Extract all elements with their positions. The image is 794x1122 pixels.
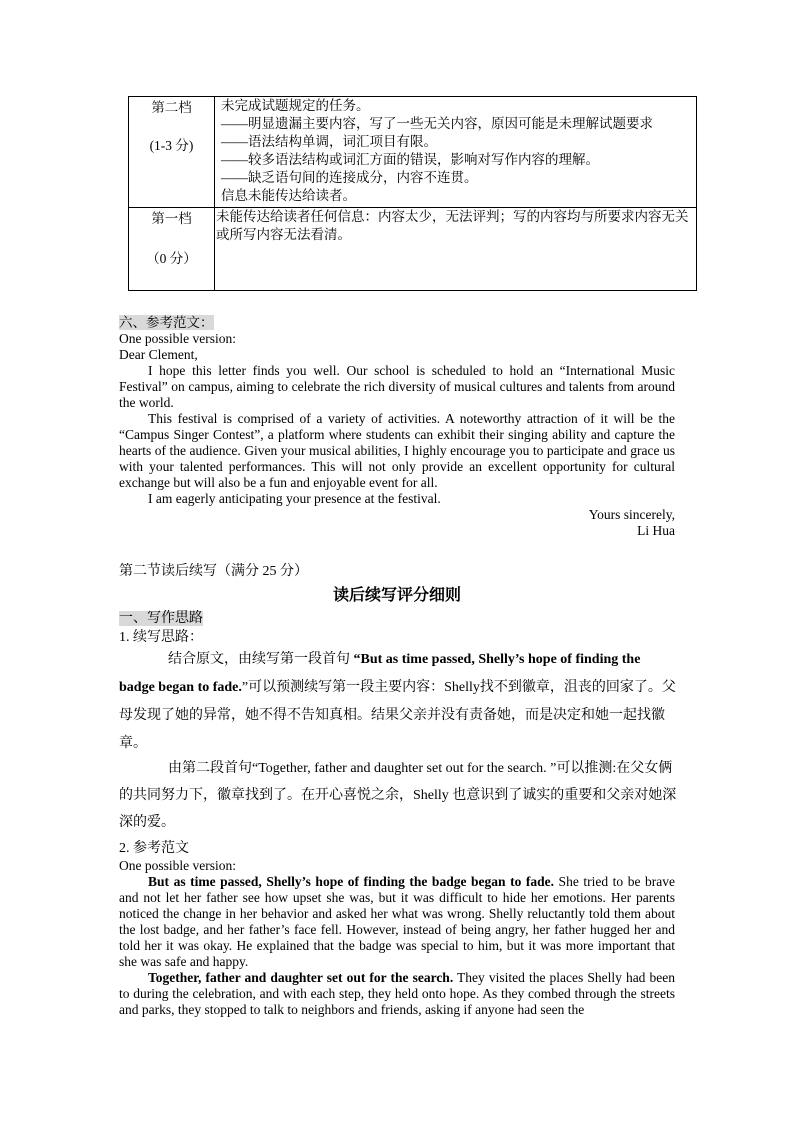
- level-name: 第一档: [151, 211, 192, 226]
- letter-signature: Li Hua: [637, 523, 675, 538]
- letter-greeting: Dear Clement,: [119, 347, 198, 362]
- grading-table: [128, 96, 697, 291]
- level-cell: [129, 208, 215, 291]
- essay-paragraph: [119, 874, 675, 970]
- criterion-line: ——较多语法结构或词汇方面的错误，影响对写作内容的理解。: [221, 152, 599, 167]
- writing-idea-heading: 一、写作思路: [119, 611, 203, 626]
- step-heading: 2. 参考范文: [119, 841, 189, 856]
- description-cell: [215, 97, 697, 208]
- criterion-line: ——明显遗漏主要内容，写了一些无关内容，原因可能是未理解试题要求: [221, 116, 653, 131]
- level-score: (1-3 分): [149, 138, 194, 153]
- idea-text: 由第二段首句“Together, father and daughter set out for the search. ”可以推测:在父女俩的共同努力下，徽章找到了。在开心喜悦之余，Shelly 也意识到了诚实的重要和父亲对她深深的爱。: [119, 761, 677, 830]
- criterion-line: ——语法结构单调，词汇项目有限。: [221, 134, 437, 149]
- letter-closing: Yours sincerely,: [588, 507, 675, 522]
- criterion-line: 信息未能传达给读者。: [221, 188, 356, 203]
- first-sentence: But as time passed, Shelly’s hope of finding the badge began to fade.: [148, 874, 554, 889]
- step-heading: 1. 续写思路：: [119, 630, 203, 645]
- sample-letter-section: [119, 315, 675, 539]
- idea-text: 结合原文，由续写第一段首句: [168, 652, 354, 667]
- section-heading: 六、参考范文：: [119, 315, 214, 330]
- idea-text: ”可以预测续写第一段主要内容：Shelly找不到徽章，沮丧的回家了。父母发现了她的异常，她不得不告知真相。结果父亲并没有责备她，而是决定和她一起找徽章。: [119, 680, 676, 751]
- essay-text: They visited the places Shelly had been to during the celebration, and with each step, they held onto hope. As they combed through the streets and parks, they stopped to talk to neighbors and friends, asking if anyone had seen the: [119, 970, 676, 1017]
- essay-paragraph: [119, 970, 675, 1018]
- letter-paragraph: I hope this letter finds you well. Our school is scheduled to hold an “International Music Festival” on campus, aiming to celebrate the rich diversity of musical cultures and talents from around the world.: [119, 363, 675, 410]
- version-label: One possible version:: [119, 331, 236, 346]
- rubric-title: 读后续写评分细则: [332, 587, 461, 604]
- version-label: One possible version:: [119, 858, 236, 873]
- sample-essay: [119, 858, 675, 1018]
- grade-row-level-1: [129, 208, 697, 291]
- quoted-sentence: “But as time passed, Shelly’s hope of finding the badge began to fade.: [119, 652, 641, 695]
- idea-paragraph: [119, 755, 679, 836]
- letter-paragraph: This festival is comprised of a variety of activities. A noteworthy attraction of it will be the “Campus Singer Contest”, a platform where students can exhibit their singing ability and capture the hearts of the audience. Given your musical abilities, I highly encourage you to participate and grace us with your talented performances. This will not only provide an excellent opportunity for cultural exchange but will also be a fun and enjoyable event for all.: [119, 411, 675, 490]
- description-cell: [215, 208, 697, 291]
- idea-paragraph: [119, 646, 679, 758]
- part-heading: 第二节读后续写（满分 25 分）: [119, 564, 308, 579]
- essay-text: She tried to be brave and not let her father see how upset she was, but it was difficult to hide her emotions. Her parents noticed the change in her behavior and asked her what was wrong. Shelly reluctantly told them about the lost badge, and her father’s face fell. However, instead of being angry, her father hugged her and told her it was okay. He explained that the badge was special to him, but it was more important that she was safe and happy.: [119, 874, 676, 969]
- criterion-line: 未完成试题规定的任务。: [221, 98, 370, 113]
- level-cell: [129, 97, 215, 208]
- level-score: （0 分）: [146, 251, 197, 266]
- letter-paragraph: I am eagerly anticipating your presence at the festival.: [148, 491, 441, 506]
- level-name: 第二档: [151, 100, 192, 115]
- criterion-line: ——缺乏语句间的连接成分，内容不连贯。: [221, 170, 478, 185]
- criterion-text: 未能传达给读者任何信息：内容太少，无法评判；写的内容均与所要求内容无关或所写内容无法看清。: [216, 209, 689, 242]
- grade-row-level-2: [129, 97, 697, 208]
- first-sentence: Together, father and daughter set out for the search.: [148, 970, 454, 985]
